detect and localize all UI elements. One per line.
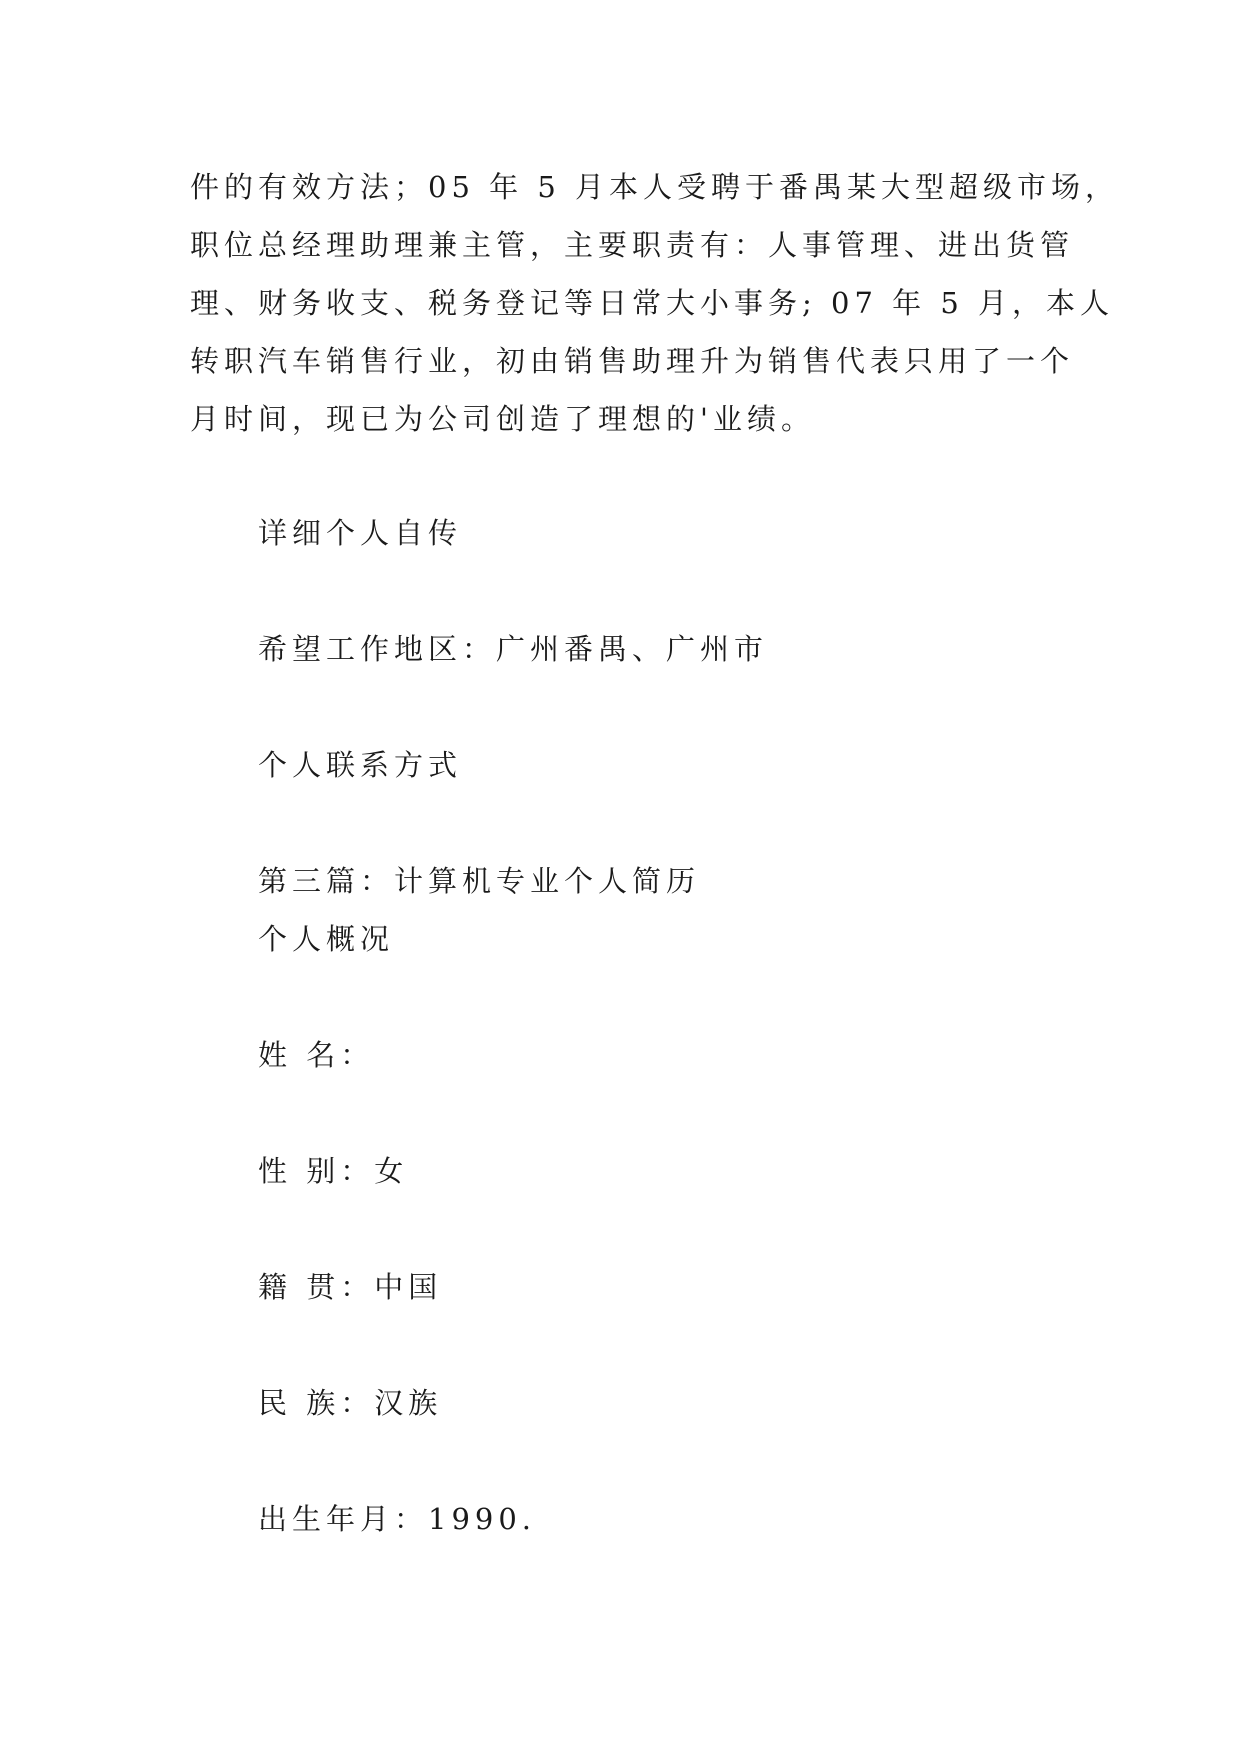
contact-heading: 个人联系方式 [258,748,463,782]
birth-line: 出生年月：1990. [258,1502,537,1536]
origin-line: 籍 贯：中国 [258,1270,443,1304]
article-title: 第三篇：计算机专业个人简历 [258,864,701,898]
name-label: 姓 名： [258,1038,375,1072]
ethnicity-line: 民 族：汉族 [258,1386,443,1420]
intro-paragraph [190,158,1120,448]
intro-line: 转职汽车销售行业，初由销售助理升为销售代表只用了一个 [190,344,1075,378]
intro-line: 月时间，现已为公司创造了理想的'业绩。 [190,402,815,436]
intro-line: 件的有效方法；05 年 5 月本人受聘于番禺某大型超级市场， [190,170,1120,204]
gender-line: 性 别：女 [258,1154,409,1188]
profile-heading: 个人概况 [258,922,395,956]
intro-line: 职位总经理助理兼主管，主要职责有：人事管理、进出货管 [190,228,1075,262]
autobiography-heading: 详细个人自传 [258,516,463,550]
desired-location: 希望工作地区：广州番禺、广州市 [258,632,769,666]
intro-line: 理、财务收支、税务登记等日常大小事务; 07 年 5 月，本人 [190,286,1114,320]
